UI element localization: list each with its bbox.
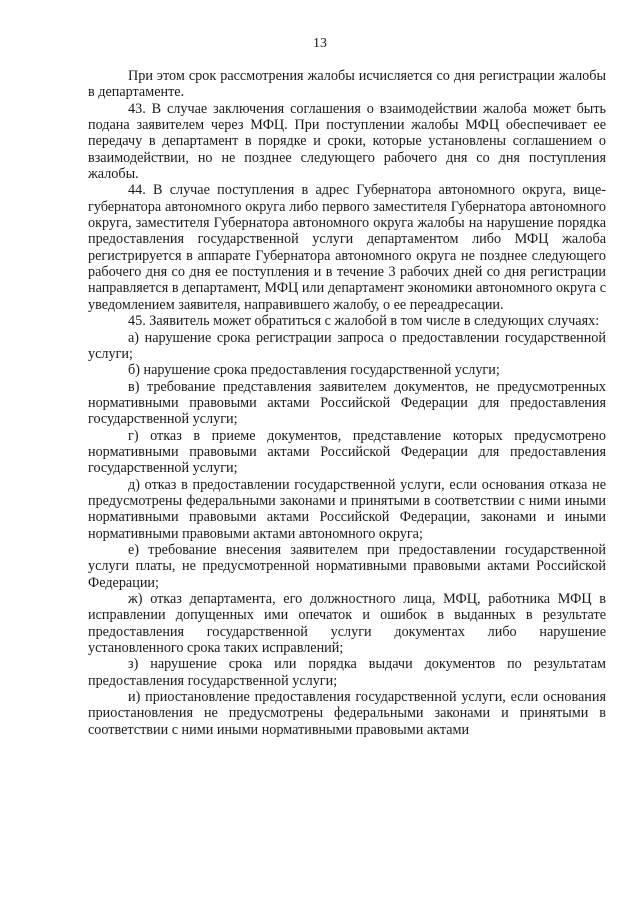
list-item-zh: ж) отказ департамента, его должностного лица, МФЦ, работника МФЦ в исправлении допущенных ими опечаток и ошибок в выданных в результате предоставления государственной услуги документах либо нарушение установленного срока таких исправлений;: [88, 591, 606, 657]
list-item-z: з) нарушение срока или порядка выдачи документов по результатам предоставления государственной услуги;: [88, 656, 606, 689]
list-item-b: б) нарушение срока предоставления государственной услуги;: [128, 362, 500, 379]
paragraph-45: 45. Заявитель может обратиться с жалобой в том числе в следующих случаях:: [128, 313, 600, 330]
paragraph-complaint-term: При этом срок рассмотрения жалобы исчисляется со дня регистрации жалобы в департаменте.: [88, 68, 606, 101]
list-item-g: г) отказ в приеме документов, представление которых предусмотрено нормативными правовыми актами Российской Федерации для предоставления государственной услуги;: [88, 427, 606, 477]
list-item-v: в) требование представления заявителем документов, не предусмотренных нормативными правовыми актами Российской Федерации для предоставления государственной услуги;: [88, 378, 606, 428]
list-item-a: а) нарушение срока регистрации запроса о предоставлении государственной услуги;: [88, 329, 606, 362]
paragraph-44: 44. В случае поступления в адрес Губернатора автономного округа, вице-губернатора автономного округа либо первого заместителя Губернатора автономного округа, заместителя Губернатора автономного округа жалобы на нарушение порядка предоставления государственной услуги департаментом либо МФЦ жалоба регистрируется в аппарате Губернатора автономного округа не позднее следующего рабочего дня со дня ее поступления и в течение 3 рабочих дней со дня регистрации направляется в департамент, МФЦ или департамент экономики автономного округа с уведомлением заявителя, направившего жалобу, о ее переадресации.: [88, 182, 606, 313]
list-item-d: д) отказ в предоставлении государственной услуги, если основания отказа не предусмотрены федеральными законами и принятыми в соответствии с ними иными нормативными правовыми актами Российской Федерации, законами и иными нормативными правовыми актами автономного округа;: [88, 476, 606, 542]
document-body: [88, 68, 606, 738]
page-number: 13: [313, 36, 327, 51]
list-item-i: и) приостановление предоставления государственной услуги, если основания приостановления не предусмотрены федеральными законами и принятыми в соответствии с ними иными нормативными правовыми актами: [88, 689, 606, 738]
paragraph-43: 43. В случае заключения соглашения о взаимодействии жалоба может быть подана заявителем через МФЦ. При поступлении жалобы МФЦ обеспечивает ее передачу в департамент в порядке и сроки, которые установлены соглашением о взаимодействии, но не позднее следующего рабочего дня со дня поступления жалобы.: [88, 100, 606, 183]
list-item-e: е) требование внесения заявителем при предоставлении государственной услуги платы, не предусмотренной нормативными правовыми актами Российской Федерации;: [88, 541, 606, 591]
